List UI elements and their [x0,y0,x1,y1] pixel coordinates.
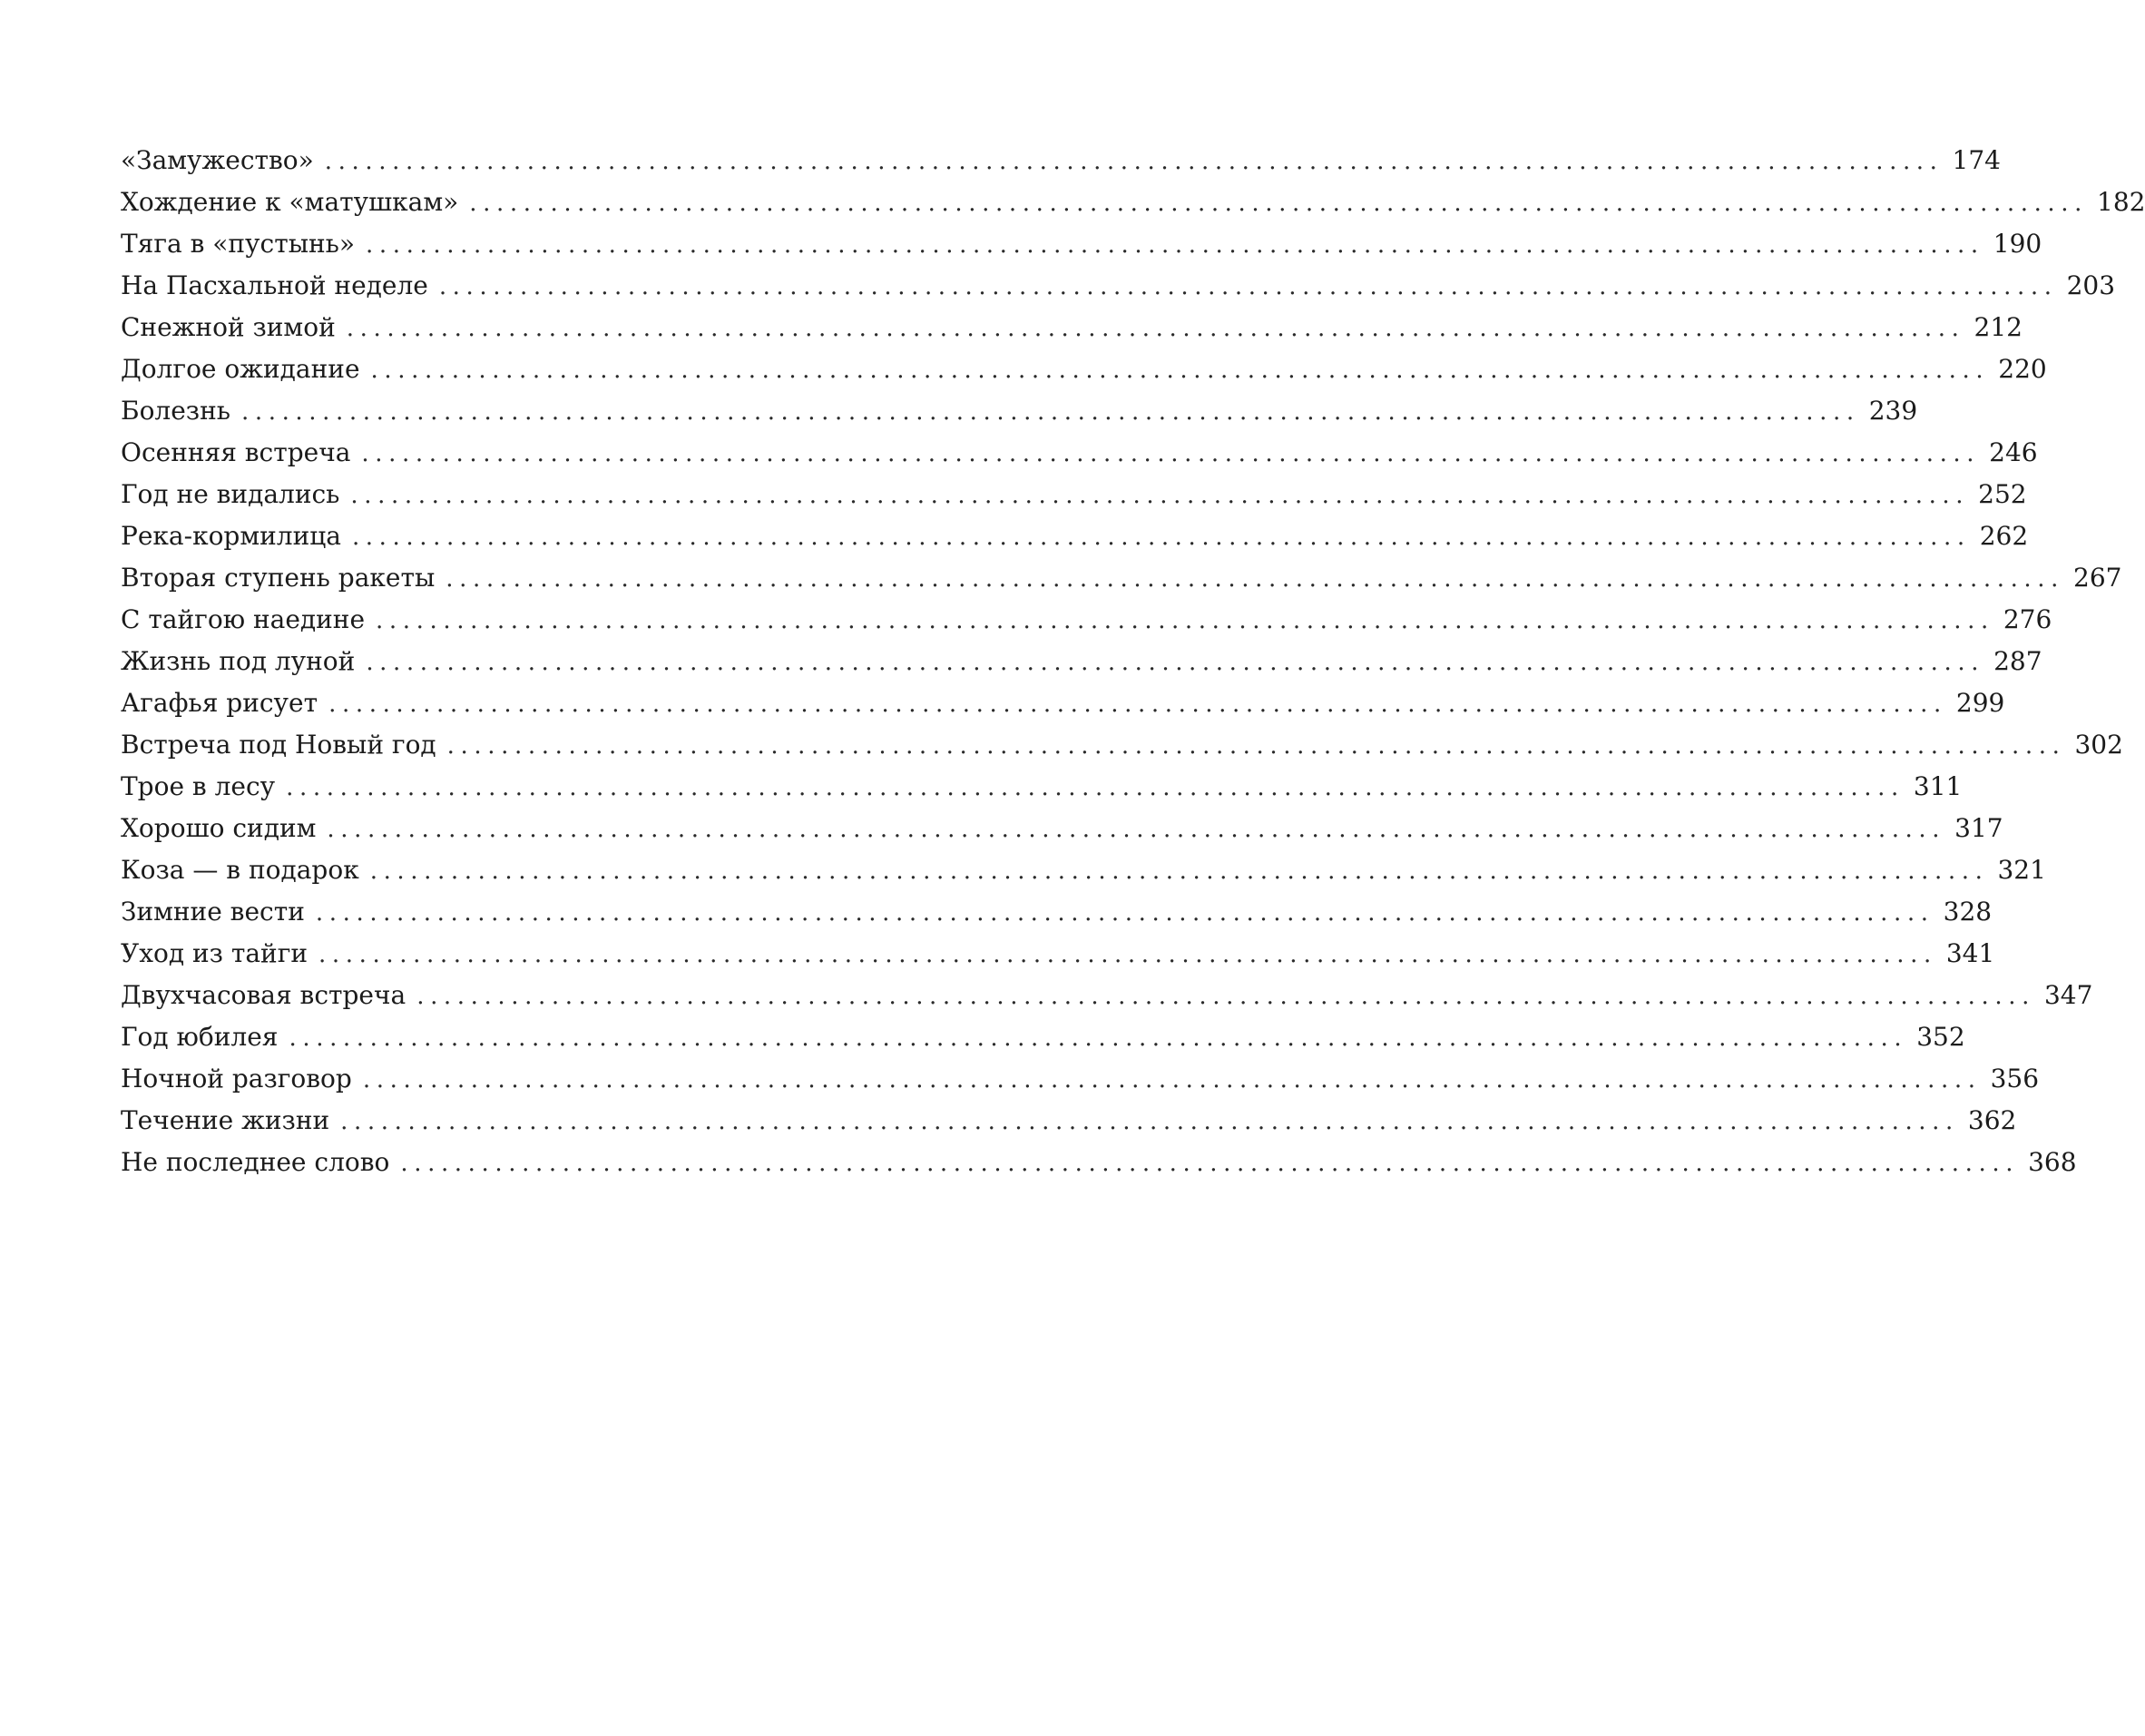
toc-entry-title: Вторая ступень ракеты [121,563,436,593]
toc-entry-page-number: 212 [1974,312,2023,342]
toc-entry[interactable] [121,557,2122,599]
toc-entry-title: Хорошо сидим [121,813,317,843]
toc-entry-title: Течение жизни [121,1105,330,1135]
toc-entry-page-number: 246 [1989,437,2038,467]
dot-leader: ........................................................................................................................ [369,858,1989,885]
dot-leader: ........................................................................................................................ [324,148,1944,175]
toc-entry-title: Снежной зимой [121,312,336,342]
dot-leader: ........................................................................................................................ [370,357,1990,384]
table-of-contents [121,140,2145,1183]
toc-entry-page-number: 311 [1913,771,1963,801]
toc-entry-page-number: 302 [2074,730,2123,760]
toc-entry[interactable] [121,1100,2017,1142]
toc-entry-page-number: 347 [2043,980,2093,1010]
dot-leader: ........................................................................................................................ [366,231,1984,259]
toc-entry[interactable] [121,223,2042,265]
toc-entry-title: Агафья рисует [121,688,318,718]
toc-entry-title: Осенняя встреча [121,437,351,467]
toc-entry-title: Тяга в «пустынь» [121,229,356,259]
toc-entry-page-number: 203 [2066,270,2116,300]
toc-entry-page-number: 317 [1954,813,2003,843]
toc-entry-page-number: 356 [1990,1064,2040,1094]
toc-entry-title: Уход из тайги [121,938,309,968]
toc-entry[interactable] [121,1016,1965,1058]
toc-entry[interactable] [121,766,1963,808]
dot-leader: ........................................................................................................................ [350,482,1970,509]
toc-entry-page-number: 287 [1993,646,2042,676]
toc-entry[interactable] [121,1058,2040,1100]
toc-entry-page-number: 368 [2028,1147,2077,1177]
dot-leader: ........................................................................................................................ [361,440,1981,467]
toc-entry-title: Ночной разговор [121,1064,352,1094]
dot-leader: ........................................................................................................................ [289,1025,1908,1052]
toc-entry-page-number: 190 [1993,229,2042,259]
toc-entry[interactable] [121,474,2027,515]
dot-leader: ........................................................................................................................ [318,941,1937,968]
dot-leader: ........................................................................................................................ [366,649,1985,676]
toc-entry-page-number: 262 [1979,521,2029,551]
toc-entry-title: Год юбилея [121,1022,279,1052]
toc-entry-page-number: 321 [1997,855,2046,885]
dot-leader: ........................................................................................................................ [446,565,2065,593]
toc-entry-page-number: 252 [1978,479,2027,509]
dot-leader: ........................................................................................................................ [240,398,1860,426]
dot-leader: ........................................................................................................................ [327,816,1946,843]
toc-entry-page-number: 267 [2073,563,2122,593]
toc-entry[interactable] [121,641,2042,682]
toc-entry-page-number: 341 [1945,938,1995,968]
dot-leader: ........................................................................................................................ [438,273,2058,300]
toc-entry[interactable] [121,599,2052,641]
dot-leader: ........................................................................................................................ [416,983,2035,1010]
toc-entry-title: С тайгою наедине [121,604,366,634]
toc-entry-title: Год не видались [121,479,340,509]
dot-leader: ........................................................................................................................ [446,732,2066,760]
toc-entry[interactable] [121,724,2123,766]
dot-leader: ........................................................................................................................ [286,774,1905,801]
toc-entry[interactable] [121,348,2047,390]
toc-entry-page-number: 299 [1955,688,2005,718]
toc-entry[interactable] [121,307,2023,348]
toc-entry-page-number: 239 [1868,396,1918,426]
toc-entry-title: Долгое ожидание [121,354,360,384]
toc-entry-title: Жизнь под луной [121,646,356,676]
toc-entry-page-number: 182 [2097,187,2145,217]
dot-leader: ........................................................................................................................ [376,607,1994,634]
toc-entry-title: Не последнее слово [121,1147,390,1177]
toc-entry-title: «Замужество» [121,145,314,175]
dot-leader: ........................................................................................................................ [362,1066,1982,1094]
toc-entry-page-number: 352 [1916,1022,1965,1052]
dot-leader: ........................................................................................................................ [469,190,2089,217]
toc-entry-title: Встреча под Новый год [121,730,436,760]
dot-leader: ........................................................................................................................ [351,524,1971,551]
toc-entry[interactable] [121,181,2145,223]
toc-entry-page-number: 174 [1952,145,2001,175]
toc-entry-title: Хождение к «матушкам» [121,187,459,217]
toc-entry[interactable] [121,808,2003,849]
toc-entry[interactable] [121,140,2001,181]
toc-entry-title: Зимние вести [121,897,305,927]
toc-entry[interactable] [121,432,2038,474]
toc-entry-title: Трое в лесу [121,771,276,801]
toc-entry-page-number: 220 [1998,354,2047,384]
toc-entry[interactable] [121,515,2029,557]
toc-entry[interactable] [121,975,2093,1016]
toc-entry-page-number: 276 [2003,604,2052,634]
dot-leader: ........................................................................................................................ [400,1150,2020,1177]
dot-leader: ........................................................................................................................ [315,899,1934,927]
toc-entry[interactable] [121,682,2005,724]
toc-entry-title: Двухчасовая встреча [121,980,406,1010]
toc-entry-page-number: 328 [1943,897,1993,927]
toc-entry-title: Река-кормилица [121,521,341,551]
toc-entry-title: Коза — в подарок [121,855,359,885]
toc-entry[interactable] [121,891,1993,933]
toc-entry[interactable] [121,933,1995,975]
dot-leader: ........................................................................................................................ [346,315,1965,342]
toc-entry[interactable] [121,1142,2077,1183]
toc-entry-title: Болезнь [121,396,230,426]
toc-entry[interactable] [121,390,1918,432]
toc-entry[interactable] [121,849,2046,891]
toc-entry-page-number: 362 [1967,1105,2017,1135]
dot-leader: ........................................................................................................................ [328,691,1947,718]
toc-entry-title: На Пасхальной неделе [121,270,428,300]
toc-entry[interactable] [121,265,2116,307]
dot-leader: ........................................................................................................................ [340,1108,1959,1135]
